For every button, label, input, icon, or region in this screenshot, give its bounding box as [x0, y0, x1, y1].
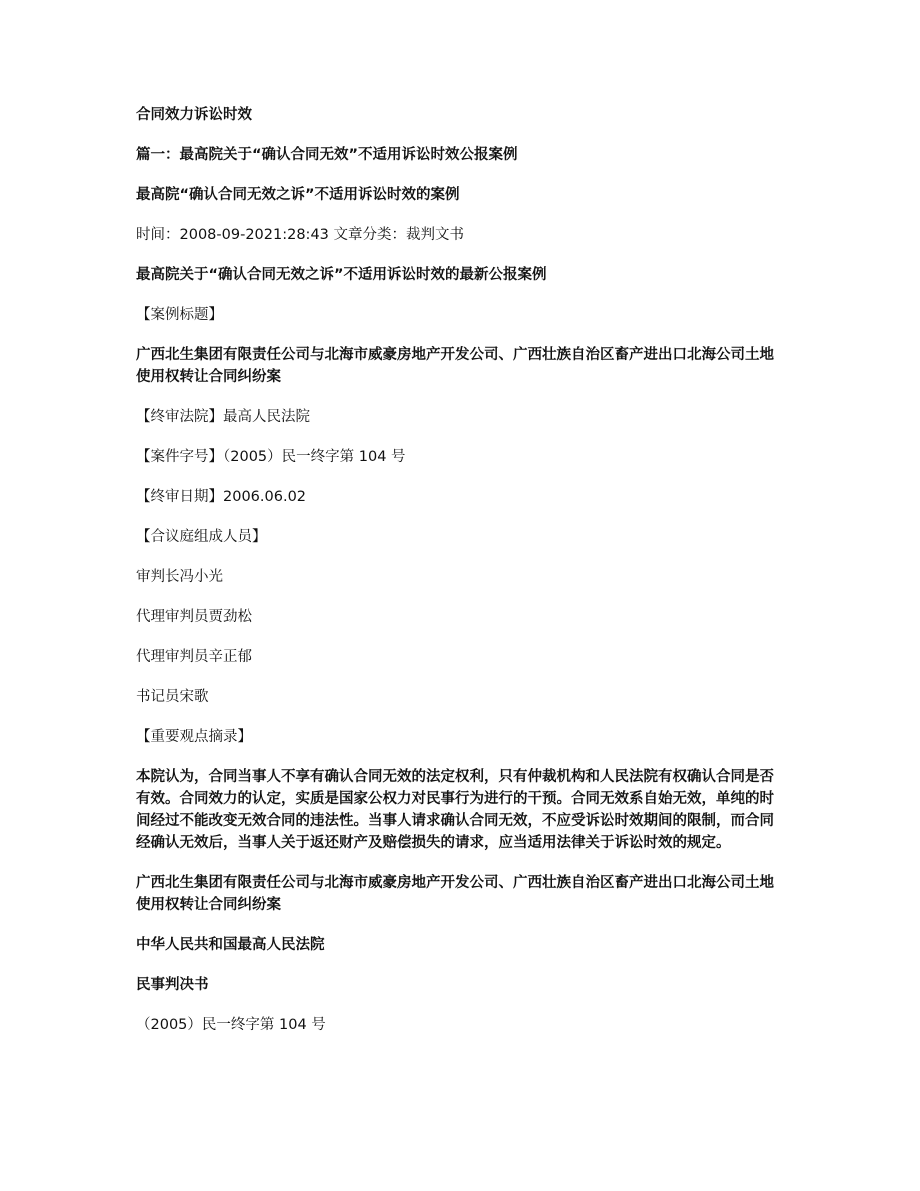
court-name: 中华人民共和国最高人民法院	[136, 937, 325, 953]
case-title-repeat: 广西北生集团有限责任公司与北海市威豪房地产开发公司、广西壮族自治区畜产进出口北海公司土地使用权转让合同纠纷案	[136, 875, 774, 913]
article-subheading: 最高院“确认合同无效之诉”不适用诉讼时效的案例	[136, 187, 460, 203]
document-page	[136, 104, 786, 1054]
panel-member: 书记员宋歌	[136, 689, 209, 705]
section-case-title: 【案例标题】	[136, 307, 223, 323]
key-points-text: 本院认为，合同当事人不享有确认合同无效的法定权利，只有仲裁机构和人民法院有权确认合同是否有效。合同效力的认定，实质是国家公权力对民事行为进行的干预。合同无效系自始无效，单纯的时间经过不能改变无效合同的违法性。当事人请求确认合同无效，不应受诉讼时效期间的限制，而合同经确认无效后，当事人关于返还财产及赔偿损失的请求，应当适用法律关于诉讼时效的规定。	[136, 769, 774, 851]
article-meta: 时间：2008-09-2021:28:43 文章分类：裁判文书	[136, 227, 464, 243]
panel-member: 代理审判员贾劲松	[136, 609, 252, 625]
panel-member: 代理审判员辛正郁	[136, 649, 252, 665]
judgment-type: 民事判决书	[136, 977, 209, 993]
final-date: 【终审日期】2006.06.02	[136, 489, 307, 505]
panel-member: 审判长冯小光	[136, 569, 223, 585]
final-court: 【终审法院】最高人民法院	[136, 409, 310, 425]
judgment-number: （2005）民一终字第 104 号	[136, 1017, 326, 1033]
section-panel-members: 【合议庭组成人员】	[136, 529, 267, 545]
case-title-text: 广西北生集团有限责任公司与北海市威豪房地产开发公司、广西壮族自治区畜产进出口北海公司土地使用权转让合同纠纷案	[136, 347, 774, 385]
case-headline: 最高院关于“确认合同无效之诉”不适用诉讼时效的最新公报案例	[136, 267, 547, 283]
article-heading: 篇一：最高院关于“确认合同无效”不适用诉讼时效公报案例	[136, 147, 518, 163]
section-key-points: 【重要观点摘录】	[136, 729, 252, 745]
case-number: 【案件字号】（2005）民一终字第 104 号	[136, 449, 406, 465]
document-title: 合同效力诉讼时效	[136, 107, 252, 123]
